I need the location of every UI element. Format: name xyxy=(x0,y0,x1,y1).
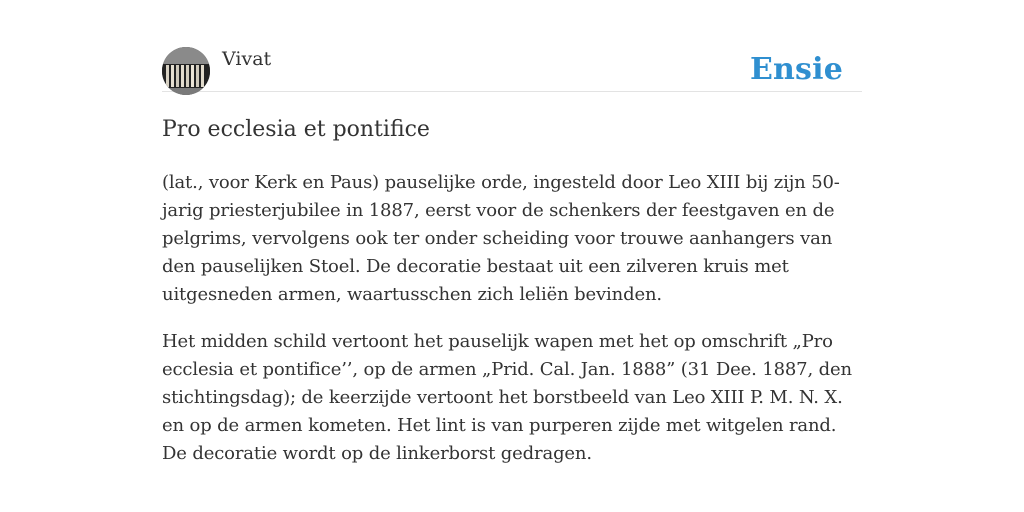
author-avatar[interactable] xyxy=(162,47,210,95)
brand-logo[interactable]: Ensie xyxy=(749,52,843,87)
author-name[interactable]: Vivat xyxy=(222,48,272,70)
article-paragraph: Het midden schild vertoont het pauselijk wapen met het op omschrift „Pro ecclesia et pontifice’’, op de armen „Prid. Cal. Jan. 1888” (31 Dee. 1887, den stichtingsdag); de keerzijde vertoont het borstbeeld van Leo XIII P. M. N. X. en op de armen kometen. Het lint is van purperen zijde met witgelen rand. De decoratie wordt op de linkerborst gedragen. xyxy=(162,331,852,464)
article-paragraph: (lat., voor Kerk en Paus) pauselijke orde, ingesteld door Leo XIII bij zijn 50-jarig priesterjubilee in 1887, eerst voor de schenkers der feestgaven en de pelgrims, vervolgens ook ter onder scheiding voor trouwe aanhangers van den pauselijken Stoel. De decoratie bestaat uit een zilveren kruis met uitgesneden armen, waartusschen zich leliën bevinden. xyxy=(162,172,840,305)
article-card xyxy=(162,46,862,468)
bookshelf-avatar-icon xyxy=(162,47,210,95)
article-header xyxy=(162,46,862,92)
article-title: Pro ecclesia et pontifice xyxy=(162,117,430,142)
